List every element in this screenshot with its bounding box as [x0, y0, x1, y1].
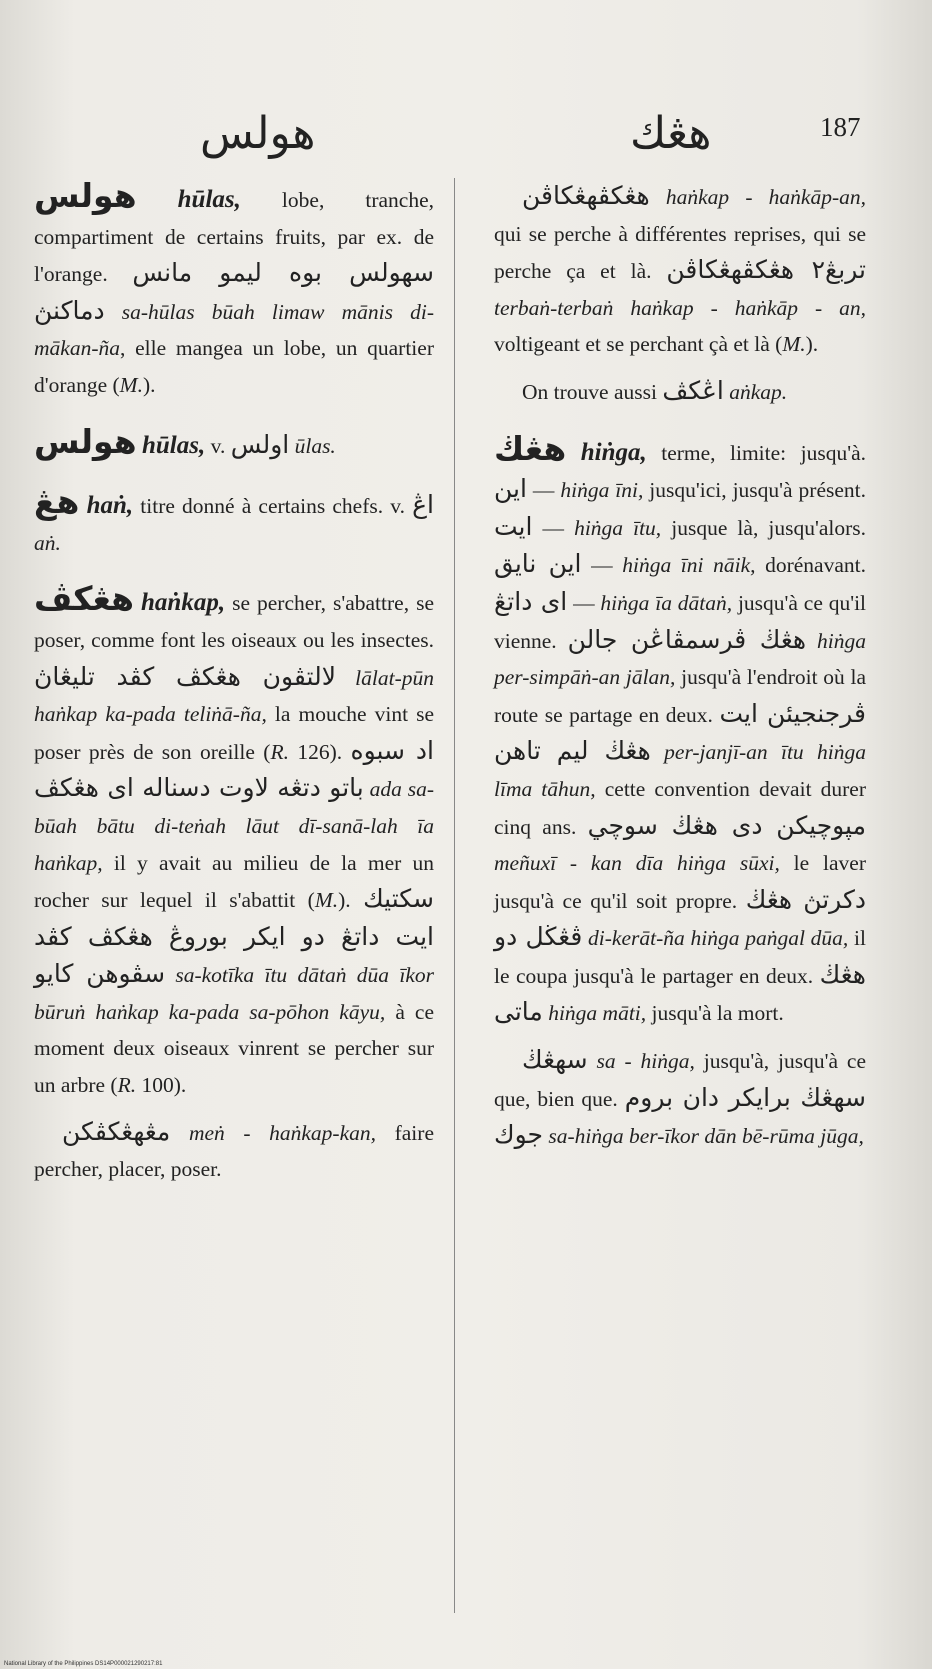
text-run: jusqu'ici, jusqu'à présent. [643, 478, 866, 503]
entry-menghangkapkan [34, 1114, 434, 1188]
romanization: hiṅga māti, [548, 1001, 647, 1026]
text-run: lobe, tranche, compartiment de certains fruits, par ex. de l'orange. [34, 188, 435, 287]
text-run [137, 188, 178, 212]
text-run [79, 494, 86, 518]
romanization: R. [117, 1073, 137, 1098]
entry-hangkap [34, 581, 434, 1103]
text-run: 126). [288, 739, 351, 764]
text-run: ). [338, 888, 364, 913]
arabic-script: هڠكڤهڠكاڤن [522, 181, 650, 210]
romanization: hiṅga ītu, [574, 515, 662, 540]
text-run: qui se perche à différentes reprises, qui se perche ça et là. [494, 221, 866, 284]
text-run: faire percher, placer, poser. [34, 1120, 434, 1182]
headword: hūlas, [177, 186, 241, 213]
text-run [134, 591, 141, 615]
arabic-headword: هولس [34, 421, 137, 461]
text-run: jusque là, jusqu'alors. [661, 515, 867, 540]
romanization: terbaṅ-terbaṅ haṅkap - haṅkāp - an, [494, 295, 866, 320]
arabic-script: اولس [230, 429, 290, 459]
entry-hangkap-hangkapan [494, 178, 866, 363]
romanization: sa - hiṅga, [596, 1049, 695, 1074]
headword: hūlas, [141, 431, 206, 459]
text-run: dorénavant. [755, 553, 866, 578]
arabic-script: اى داتڠ [494, 586, 568, 616]
text-run: jusqu'à ce qu'il vienne. [494, 590, 867, 653]
entry-sahingga [494, 1042, 866, 1155]
text-run: jusqu'à la mort. [646, 1001, 784, 1026]
arabic-script: تربڠ٢ هڠكڤهڠكاڤن [666, 255, 867, 285]
column-divider [454, 178, 455, 1613]
text-run: il le coupa jusqu'à le partager en deux. [494, 926, 867, 988]
text-run: jusqu'à l'endroit où la route se partage en deux. [494, 665, 866, 727]
romanization: lālat-pūn haṅkap ka-pada teliṅā-ña, [34, 665, 434, 727]
text-run [651, 740, 664, 764]
romanization: hiṅga īni nāik, [622, 553, 756, 578]
text-run: voltigeant et se perchant çà et là ( [494, 332, 783, 357]
entry-hulas-2 [34, 421, 434, 465]
text-run: le laver jusqu'à ce qu'il soit propre. [494, 851, 866, 913]
arabic-script: اين نايق [494, 549, 582, 579]
text-run: il y avait au milieu de la mer un rocher sur lequel il s'abattit ( [34, 850, 434, 913]
romanization: sa-kotīka ītu dātaṅ dūa īkor būruṅ haṅkap ka-pada sa-pōhon kāyu, [34, 963, 434, 1024]
text-run: à ce moment deux oiseaux vinrent se percher sur un arbre ( [34, 999, 434, 1098]
running-head-right: هڠك [630, 108, 712, 159]
text-run: la mouche vint se poser près de son oreille ( [34, 702, 434, 764]
arabic-script: هڠڬ ماتى [494, 959, 866, 1027]
text-run [806, 629, 817, 653]
romanization: M. [314, 888, 339, 913]
text-run: — [526, 478, 561, 503]
romanization: per-janjī-an ītu hiṅga līma tāhun, [494, 740, 867, 801]
arabic-script: هڠڬ ڤرسمڤاڠن جالن [567, 624, 807, 654]
text-run: jusqu'à, jusqu'à ce que, bien que. [494, 1049, 867, 1111]
text-run [165, 963, 175, 987]
text-run [588, 1049, 597, 1073]
entry-hingga [494, 428, 867, 1033]
headword: hiṅga, [580, 438, 647, 466]
text-run [170, 1121, 189, 1145]
headword: haṅkap, [141, 589, 226, 617]
romanization: sa-hūlas būah limaw mānis di-mākan-ña [34, 299, 434, 361]
text-run [105, 300, 122, 324]
headword: haṅ, [86, 492, 134, 520]
arabic-headword: هولس [34, 176, 137, 215]
text-run: terme, limite: jusqu'à. [646, 440, 866, 465]
romanization: hiṅga īni, [560, 478, 644, 503]
entry-hulas-1 [34, 178, 434, 404]
romanization: M. [782, 332, 806, 357]
romanization: haṅkap - haṅkāp-an, [665, 185, 867, 209]
arabic-script: سهڠڬ برايكر دان بروم جوك [494, 1082, 866, 1150]
arabic-headword: هڠڬ [494, 428, 567, 468]
text-run: v. [205, 433, 231, 458]
arabic-script: سكتيك ايت داتڠ دو ايكر بوروڠ هڠكڤ كڤد سڤوهن كايو [34, 884, 434, 989]
arabic-headword: هڠ [34, 482, 80, 522]
arabic-script: ايت [494, 511, 533, 541]
romanization: di-kerāt-ña hiṅga paṅgal dūa, [588, 926, 849, 951]
romanization: ada sa-būah bātu di-teṅah lāut dī-sanā-lah īa haṅkap, [34, 777, 435, 875]
arabic-headword: هڠكڤ [34, 579, 134, 619]
romanization: R. [270, 739, 289, 764]
romanization: meṅ - haṅkap-kan, [188, 1120, 376, 1145]
text-run: On trouve aussi [522, 379, 663, 404]
romanization: ūlas. [294, 433, 336, 458]
text-run [336, 666, 355, 690]
romanization: sa-hiṅga ber-īkor dān bē-rūma jūga, [548, 1124, 864, 1149]
romanization: aṅ. [34, 530, 61, 555]
entry-hang [34, 484, 434, 561]
text-run: — [567, 590, 601, 615]
arabic-script: دكرتڽ هڠڬ ڤڠڬل دو [494, 884, 867, 952]
romanization: hiṅga per-simpāṅ-an jālan, [494, 628, 867, 690]
text-run: cette convention devait durer cinq ans. [494, 776, 866, 839]
text-run: ). [805, 332, 819, 357]
arabic-script: سهڠڬ [522, 1045, 588, 1075]
footer-credit: National Library of the Philippines DS14P000021290217:81 [4, 1661, 163, 1667]
text-run: — [532, 515, 575, 540]
text-run: titre donné à certains chefs. v. [133, 494, 413, 519]
arabic-script: مڠهڠكڤكن [62, 1116, 171, 1146]
arabic-script: اد سبوه باتو دتڠه لاوت دسناله اى هڠكڤ [34, 735, 435, 803]
text-run: se percher, s'abattre, se poser, comme font les oiseaux ou les insectes. [34, 591, 434, 652]
text-run: , elle mangea un lobe, un quartier d'orange ( [34, 336, 434, 397]
arabic-script: اڠ [412, 490, 434, 520]
arabic-script: اڠكڤ [662, 375, 724, 405]
left-column [34, 178, 434, 1188]
arabic-script: اين [494, 474, 527, 504]
arabic-script: سهولس بوه ليمو مانس دماكنڽ [34, 258, 435, 325]
text-run [566, 441, 580, 465]
running-head-left: هولس [200, 108, 316, 159]
romanization: meñuxī - kan dīa hiṅga sūxi, [494, 851, 780, 876]
romanization: aṅkap. [729, 379, 788, 404]
romanization: M. [119, 372, 143, 397]
text-run: — [581, 553, 623, 578]
arabic-script: لالتڤون هڠكڤ كڤد تليڠاڽ [34, 661, 336, 691]
arabic-script: مڽوچيكن دى هڠڬ سوچي [587, 810, 866, 840]
text-run: ). [142, 372, 156, 397]
right-column [494, 178, 866, 1155]
text-run [650, 185, 666, 209]
romanization: hiṅga īa dātaṅ, [600, 590, 733, 615]
entry-on-trouve [494, 373, 866, 411]
arabic-script: ڤرجنجيئن ايت هڠڬ ليم تاهن [494, 698, 866, 766]
page-number: 187 [820, 112, 861, 142]
text-run: 100). [136, 1073, 187, 1098]
